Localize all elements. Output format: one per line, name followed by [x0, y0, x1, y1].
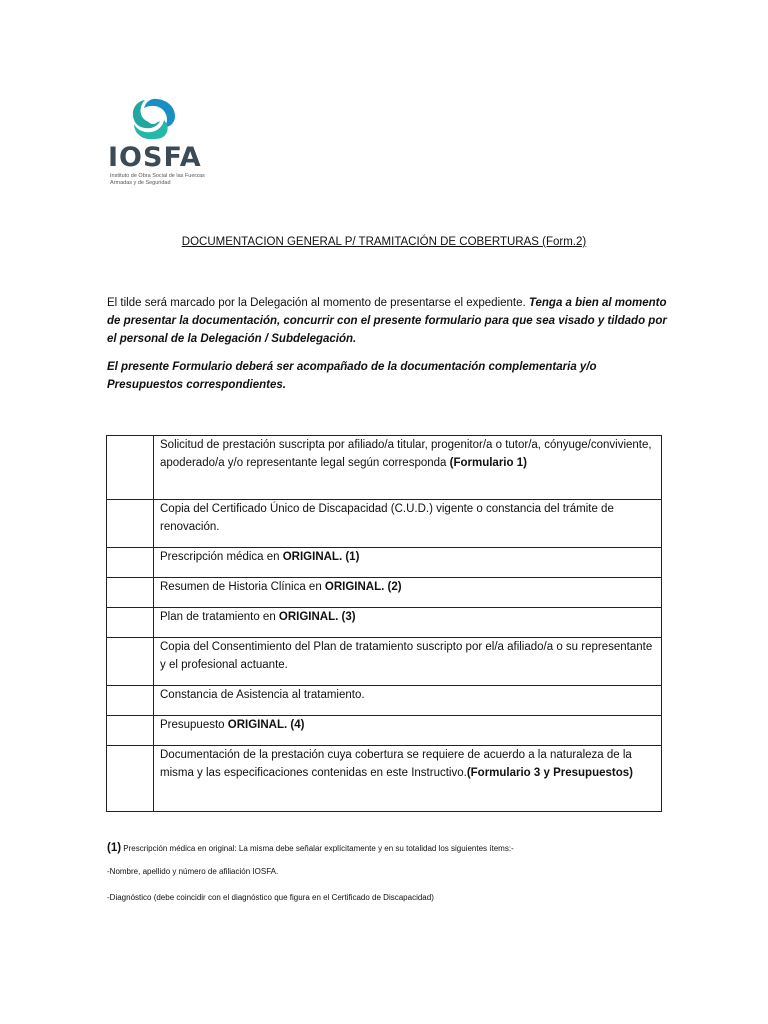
checkbox-cell[interactable]: [107, 548, 154, 578]
footnote-text: Prescripción médica en original: La misma debe señalar explícitamente y en su totalidad los siguientes ítems:-: [121, 844, 514, 853]
iosfa-swirl-icon: [125, 96, 181, 142]
iosfa-logo: [108, 96, 208, 192]
checklist-row: [107, 638, 662, 686]
instructions-paragraph: [107, 294, 667, 348]
footnote-item-name: -Nombre, apellido y número de afiliación IOSFA.: [107, 867, 279, 876]
checklist-row: [107, 548, 662, 578]
documentation-checklist: [106, 435, 662, 812]
footnote-1: [107, 842, 667, 854]
checklist-item-text: Plan de tratamiento en ORIGINAL. (3): [154, 608, 662, 638]
checklist-row: [107, 716, 662, 746]
checklist-item-text: Presupuesto ORIGINAL. (4): [154, 716, 662, 746]
checkbox-cell[interactable]: [107, 608, 154, 638]
checkbox-cell[interactable]: [107, 500, 154, 548]
checklist-row: [107, 578, 662, 608]
checklist-row: [107, 436, 662, 500]
instructions-plain: El tilde será marcado por la Delegación al momento de presentarse el expediente.: [107, 297, 529, 309]
checkbox-cell[interactable]: [107, 436, 154, 500]
checkbox-cell[interactable]: [107, 716, 154, 746]
checklist-item-text: Solicitud de prestación suscripta por afiliado/a titular, progenitor/a o tutor/a, cónyuge/conviviente, apoderado/a y/o representante legal según corresponda (Formulario 1): [154, 436, 662, 500]
checklist-item-text: Copia del Certificado Único de Discapacidad (C.U.D.) vigente o constancia del trámite de renovación.: [154, 500, 662, 548]
checklist-row: [107, 500, 662, 548]
document-title: DOCUMENTACION GENERAL P/ TRAMITACIÓN DE COBERTURAS (Form.2): [181, 236, 587, 248]
logo-subtitle: Instituto de Obra Social de las Fuerzas Armadas y de Seguridad: [110, 173, 205, 186]
checkbox-cell[interactable]: [107, 686, 154, 716]
checklist-item-text: Resumen de Historia Clínica en ORIGINAL. (2): [154, 578, 662, 608]
checklist-row: [107, 746, 662, 812]
footnote-item-diagnosis: -Diagnóstico (debe coincidir con el diagnóstico que figura en el Certificado de Discapacidad): [107, 893, 434, 902]
checkbox-cell[interactable]: [107, 638, 154, 686]
checklist-item-text: Copia del Consentimiento del Plan de tratamiento suscripto por el/a afiliado/a o su representante y el profesional actuante.: [154, 638, 662, 686]
logo-wordmark: IOSFA: [108, 142, 202, 173]
checkbox-cell[interactable]: [107, 578, 154, 608]
checkbox-cell[interactable]: [107, 746, 154, 812]
checklist-item-text: Prescripción médica en ORIGINAL. (1): [154, 548, 662, 578]
checklist-row: [107, 608, 662, 638]
checklist-item-text: Documentación de la prestación cuya cobertura se requiere de acuerdo a la naturaleza de la misma y las especificaciones contenidas en este Instructivo.(Formulario 3 y Presupuestos): [154, 746, 662, 812]
checklist-row: [107, 686, 662, 716]
footnote-marker: (1): [107, 842, 122, 854]
complement-paragraph: El presente Formulario deberá ser acompañado de la documentación complementaria y/o Presupuestos correspondientes.: [107, 361, 597, 391]
checklist-item-text: Constancia de Asistencia al tratamiento.: [154, 686, 662, 716]
instructions-italic: Tenga a bien al momento de presentar la documentación, concurrir con el presente formulario para que sea visado y tildado por el personal de la Delegación / Subdelegación.: [107, 297, 667, 345]
